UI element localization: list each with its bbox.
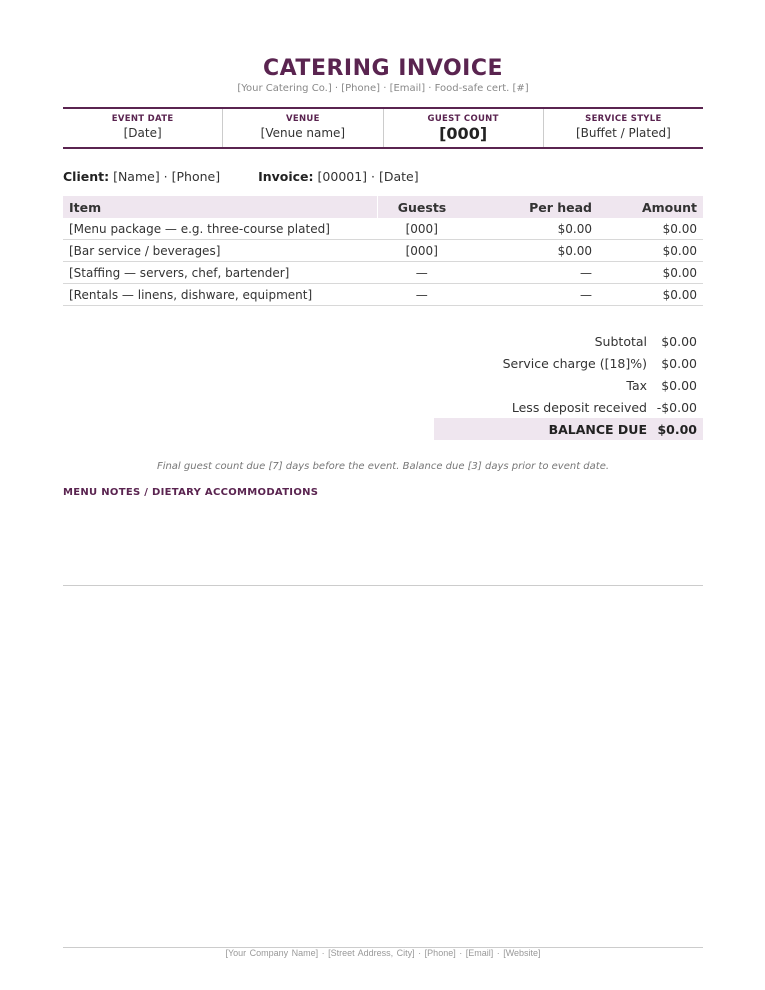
- row-amount: $0.00: [598, 218, 703, 240]
- table-row: [63, 262, 703, 284]
- service-style-value: [Buffet / Plated]: [575, 126, 671, 140]
- row-guests: [000]: [378, 218, 467, 240]
- row-per-head: $0.00: [466, 240, 598, 262]
- deposit-label: Less deposit received: [511, 399, 647, 415]
- guest-count-value: [000]: [439, 124, 488, 143]
- invoice-title: CATERING INVOICE: [262, 56, 504, 81]
- tax-value: $0.00: [661, 377, 697, 393]
- service-charge-value: $0.00: [661, 355, 697, 371]
- notes-divider: [63, 585, 703, 586]
- invoice-value: [00001] · [Date]: [317, 169, 419, 184]
- company-subtitle: [Your Catering Co.] · [Phone] · [Email] · Food-safe cert. [#]: [237, 83, 529, 94]
- line-items-table: [63, 196, 703, 306]
- row-amount: $0.00: [598, 240, 703, 262]
- event-date-cell: [63, 109, 223, 147]
- service-style-label: SERVICE STYLE: [585, 114, 662, 124]
- tax-row: [434, 374, 703, 396]
- venue-value: [Venue name]: [260, 126, 346, 140]
- venue-cell: [223, 109, 383, 147]
- row-per-head: —: [466, 284, 598, 306]
- deposit-value: -$0.00: [656, 399, 697, 415]
- venue-label: VENUE: [286, 114, 320, 124]
- row-amount: $0.00: [598, 262, 703, 284]
- row-guests: [000]: [378, 240, 467, 262]
- event-info-strip: [63, 107, 703, 149]
- balance-due-row: [434, 418, 703, 440]
- service-style-cell: [544, 109, 703, 147]
- table-row: [63, 284, 703, 306]
- row-guests: —: [378, 284, 467, 306]
- client-label: Client:: [63, 169, 110, 184]
- row-guests: —: [378, 262, 467, 284]
- row-amount: $0.00: [598, 284, 703, 306]
- subtotal-value: $0.00: [661, 333, 697, 349]
- service-charge-row: [434, 352, 703, 374]
- table-row: [63, 240, 703, 262]
- row-per-head: $0.00: [466, 218, 598, 240]
- column-header-per-head: Per head: [466, 196, 598, 218]
- row-item: [Staffing — servers, chef, bartender]: [63, 262, 378, 284]
- table-row: [63, 218, 703, 240]
- balance-due-label: BALANCE DUE: [548, 421, 647, 437]
- guest-count-label: GUEST COUNT: [427, 114, 499, 124]
- totals-block: [434, 330, 703, 440]
- column-header-guests: Guests: [378, 196, 467, 218]
- menu-notes-heading: MENU NOTES / DIETARY ACCOMMODATIONS: [63, 487, 319, 498]
- row-item: [Bar service / beverages]: [63, 240, 378, 262]
- tax-label: Tax: [626, 377, 647, 393]
- column-header-item: Item: [63, 196, 378, 218]
- company-footer: [Your Company Name] · [Street Address, City] · [Phone] · [Email] · [Website]: [225, 948, 541, 958]
- balance-due-value: $0.00: [657, 421, 697, 437]
- deposit-row: [434, 396, 703, 418]
- table-header-row: [63, 196, 703, 218]
- column-header-amount: Amount: [598, 196, 703, 218]
- event-date-value: [Date]: [123, 126, 162, 140]
- client-invoice-line: [63, 169, 703, 184]
- service-charge-label: Service charge ([18]%): [502, 355, 647, 371]
- row-per-head: —: [466, 262, 598, 284]
- guest-count-cell: [384, 109, 544, 147]
- payment-terms: Final guest count due [7] days before the event. Balance due [3] days prior to event date.: [156, 461, 610, 472]
- subtotal-label: Subtotal: [594, 333, 647, 349]
- invoice-label: Invoice:: [258, 169, 314, 184]
- row-item: [Rentals — linens, dishware, equipment]: [63, 284, 378, 306]
- event-date-label: EVENT DATE: [111, 114, 174, 124]
- subtotal-row: [434, 330, 703, 352]
- row-item: [Menu package — e.g. three-course plated]: [63, 218, 378, 240]
- client-value: [Name] · [Phone]: [113, 169, 221, 184]
